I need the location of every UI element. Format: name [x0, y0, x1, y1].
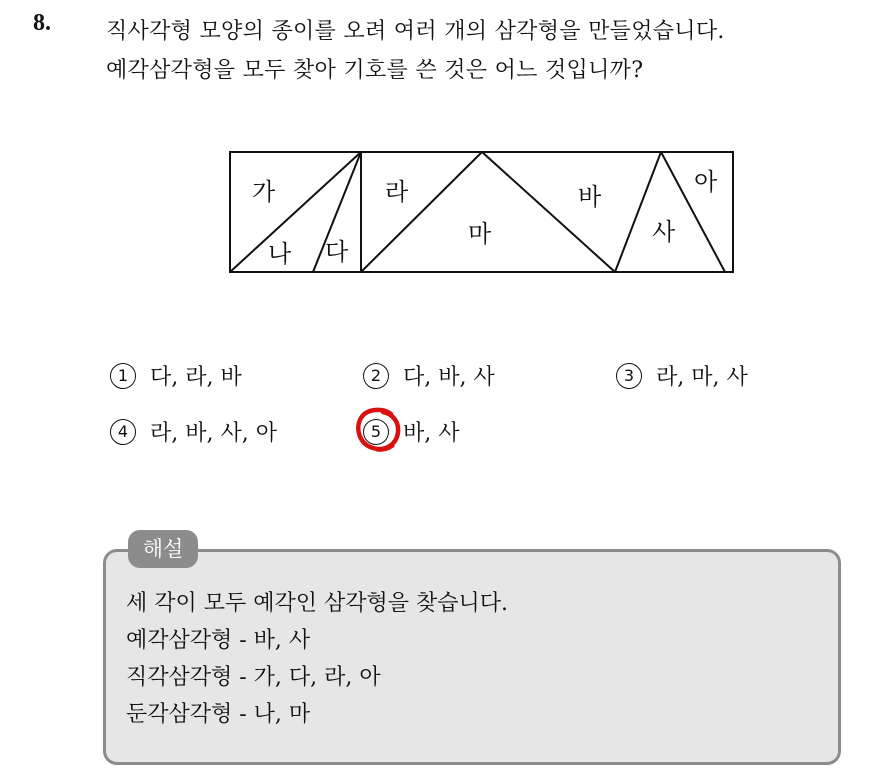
choice-number: 2: [363, 363, 389, 389]
explanation-text: [126, 585, 508, 733]
explanation-line-4: 둔각삼각형 - 나, 마: [126, 702, 311, 727]
question-text: [106, 12, 876, 90]
label-ma: 마: [468, 220, 492, 248]
choice-number: 5: [363, 419, 389, 445]
question-line-2: 예각삼각형을 모두 찾아 기호를 쓴 것은 어느 것입니까?: [106, 58, 644, 83]
label-sa: 사: [652, 218, 676, 246]
cut-line: [361, 152, 482, 272]
choice-1[interactable]: [110, 360, 242, 391]
choice-text: 라, 마, 사: [656, 365, 748, 390]
explanation-line-3: 직각삼각형 - 가, 다, 라, 아: [126, 665, 381, 690]
choice-number: 4: [110, 419, 136, 445]
choice-4[interactable]: [110, 416, 277, 447]
explanation-line-2: 예각삼각형 - 바, 사: [126, 628, 311, 653]
question-line-1: 직사각형 모양의 종이를 오려 여러 개의 삼각형을 만들었습니다.: [106, 19, 725, 44]
label-ra: 라: [385, 178, 409, 206]
question-number: 8.: [33, 10, 51, 36]
choice-text: 라, 바, 사, 아: [150, 421, 277, 446]
label-ga: 가: [252, 178, 276, 206]
label-ba: 바: [578, 183, 602, 211]
cut-line: [615, 152, 661, 272]
label-na: 나: [268, 240, 292, 268]
choice-number: 1: [110, 363, 136, 389]
label-a: 아: [694, 168, 718, 196]
triangle-figure-svg: [228, 150, 736, 276]
choice-text: 다, 바, 사: [403, 365, 495, 390]
choice-number: 3: [616, 363, 642, 389]
answer-circle-mark: [353, 404, 403, 454]
rectangle-outline: [230, 152, 733, 272]
explanation-tag: 해설: [128, 530, 198, 568]
choice-2[interactable]: [363, 360, 495, 391]
explanation-line-1: 세 각이 모두 예각인 삼각형을 찾습니다.: [126, 591, 508, 616]
cut-line: [482, 152, 615, 272]
choice-3[interactable]: [616, 360, 748, 391]
label-da: 다: [325, 238, 349, 266]
choice-text: 다, 라, 바: [150, 365, 242, 390]
triangle-figure: [228, 150, 736, 276]
answer-circle-stroke: [358, 410, 398, 449]
choice-text: 바, 사: [403, 421, 460, 446]
